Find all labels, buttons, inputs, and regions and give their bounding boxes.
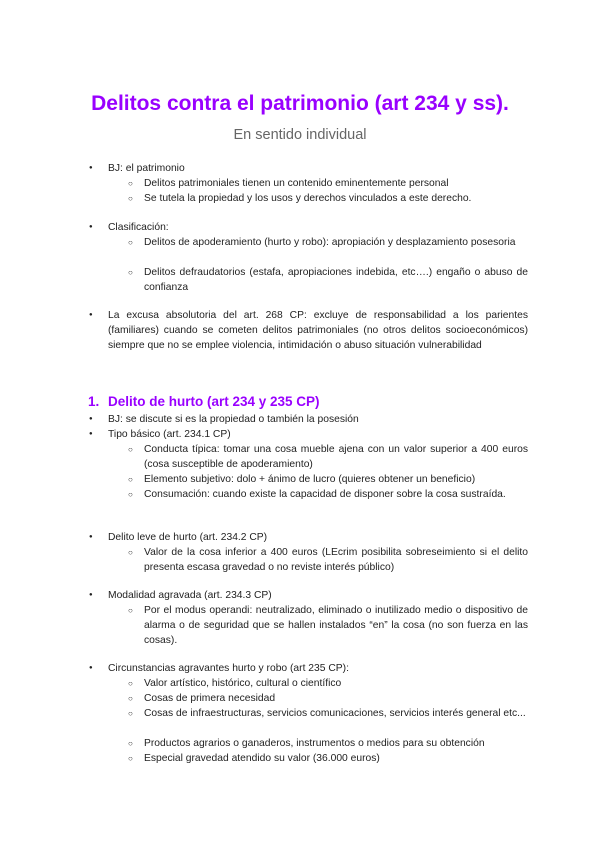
section-heading-text: Delito de hurto (art 234 y 235 CP) bbox=[108, 394, 320, 409]
document-subtitle: En sentido individual bbox=[233, 127, 367, 143]
list-item: ○ Especial gravedad atendido su valor (36.000 euros) bbox=[144, 751, 528, 766]
list-item: ○ Elemento subjetivo: dolo + ánimo de lucro (quieres obtener un beneficio) bbox=[144, 472, 528, 487]
list-item: ○ Cosas de primera necesidad bbox=[144, 691, 528, 706]
list-item: ● Circunstancias agravantes hurto y robo (art 235 CP): bbox=[108, 661, 528, 676]
list-item: ○ Por el modus operandi: neutralizado, eliminado o inutilizado medio o dispositivo de alarma o de seguridad que se hallen instalados “en” la cosa (no son fuerza en las cosas). bbox=[144, 603, 528, 648]
list-item: ● Delito leve de hurto (art. 234.2 CP) bbox=[108, 530, 528, 545]
list-item: ○ Delitos patrimoniales tienen un contenido eminentemente personal bbox=[144, 176, 528, 191]
list-item: ● Clasificación: bbox=[108, 220, 528, 235]
section-heading bbox=[88, 394, 320, 409]
list-item: ● BJ: el patrimonio bbox=[108, 161, 528, 176]
list-item: ○ Valor de la cosa inferior a 400 euros (LEcrim posibilita sobreseimiento si el delito presenta escasa gravedad o no reviste interés público) bbox=[144, 545, 528, 575]
list-item: ● BJ: se discute si es la propiedad o también la posesión bbox=[108, 412, 528, 427]
list-item: ○ Valor artístico, histórico, cultural o científico bbox=[144, 676, 528, 691]
list-item: ● Modalidad agravada (art. 234.3 CP) bbox=[108, 588, 528, 603]
document-title: Delitos contra el patrimonio (art 234 y ss). bbox=[91, 92, 509, 115]
list-item: ○ Productos agrarios o ganaderos, instrumentos o medios para su obtención bbox=[144, 736, 528, 751]
list-item: ○ Delitos defraudatorios (estafa, apropiaciones indebida, etc….) engaño o abuso de confianza bbox=[144, 265, 528, 295]
list-item: ○ Se tutela la propiedad y los usos y derechos vinculados a este derecho. bbox=[144, 191, 528, 206]
list-item: ○ Delitos de apoderamiento (hurto y robo): apropiación y desplazamiento posesoria bbox=[144, 235, 528, 250]
list-item: ● La excusa absolutoria del art. 268 CP: excluye de responsabilidad a los parientes (familiares) cuando se cometen delitos patrimoniales (no otros delitos socioeconómicos) siempre que no se emplee violencia, intimidación o abuso situación vulnerabilidad bbox=[108, 308, 528, 353]
list-item: ○ Conducta típica: tomar una cosa mueble ajena con un valor superior a 400 euros (cosa susceptible de apoderamiento) bbox=[144, 442, 528, 472]
section-number: 1. bbox=[88, 394, 100, 409]
list-item: ○ Consumación: cuando existe la capacidad de disponer sobre la cosa sustraída. bbox=[144, 487, 528, 502]
list-item: ○ Cosas de infraestructuras, servicios comunicaciones, servicios interés general etc... bbox=[144, 706, 528, 721]
list-item: ● Tipo básico (art. 234.1 CP) bbox=[108, 427, 528, 442]
